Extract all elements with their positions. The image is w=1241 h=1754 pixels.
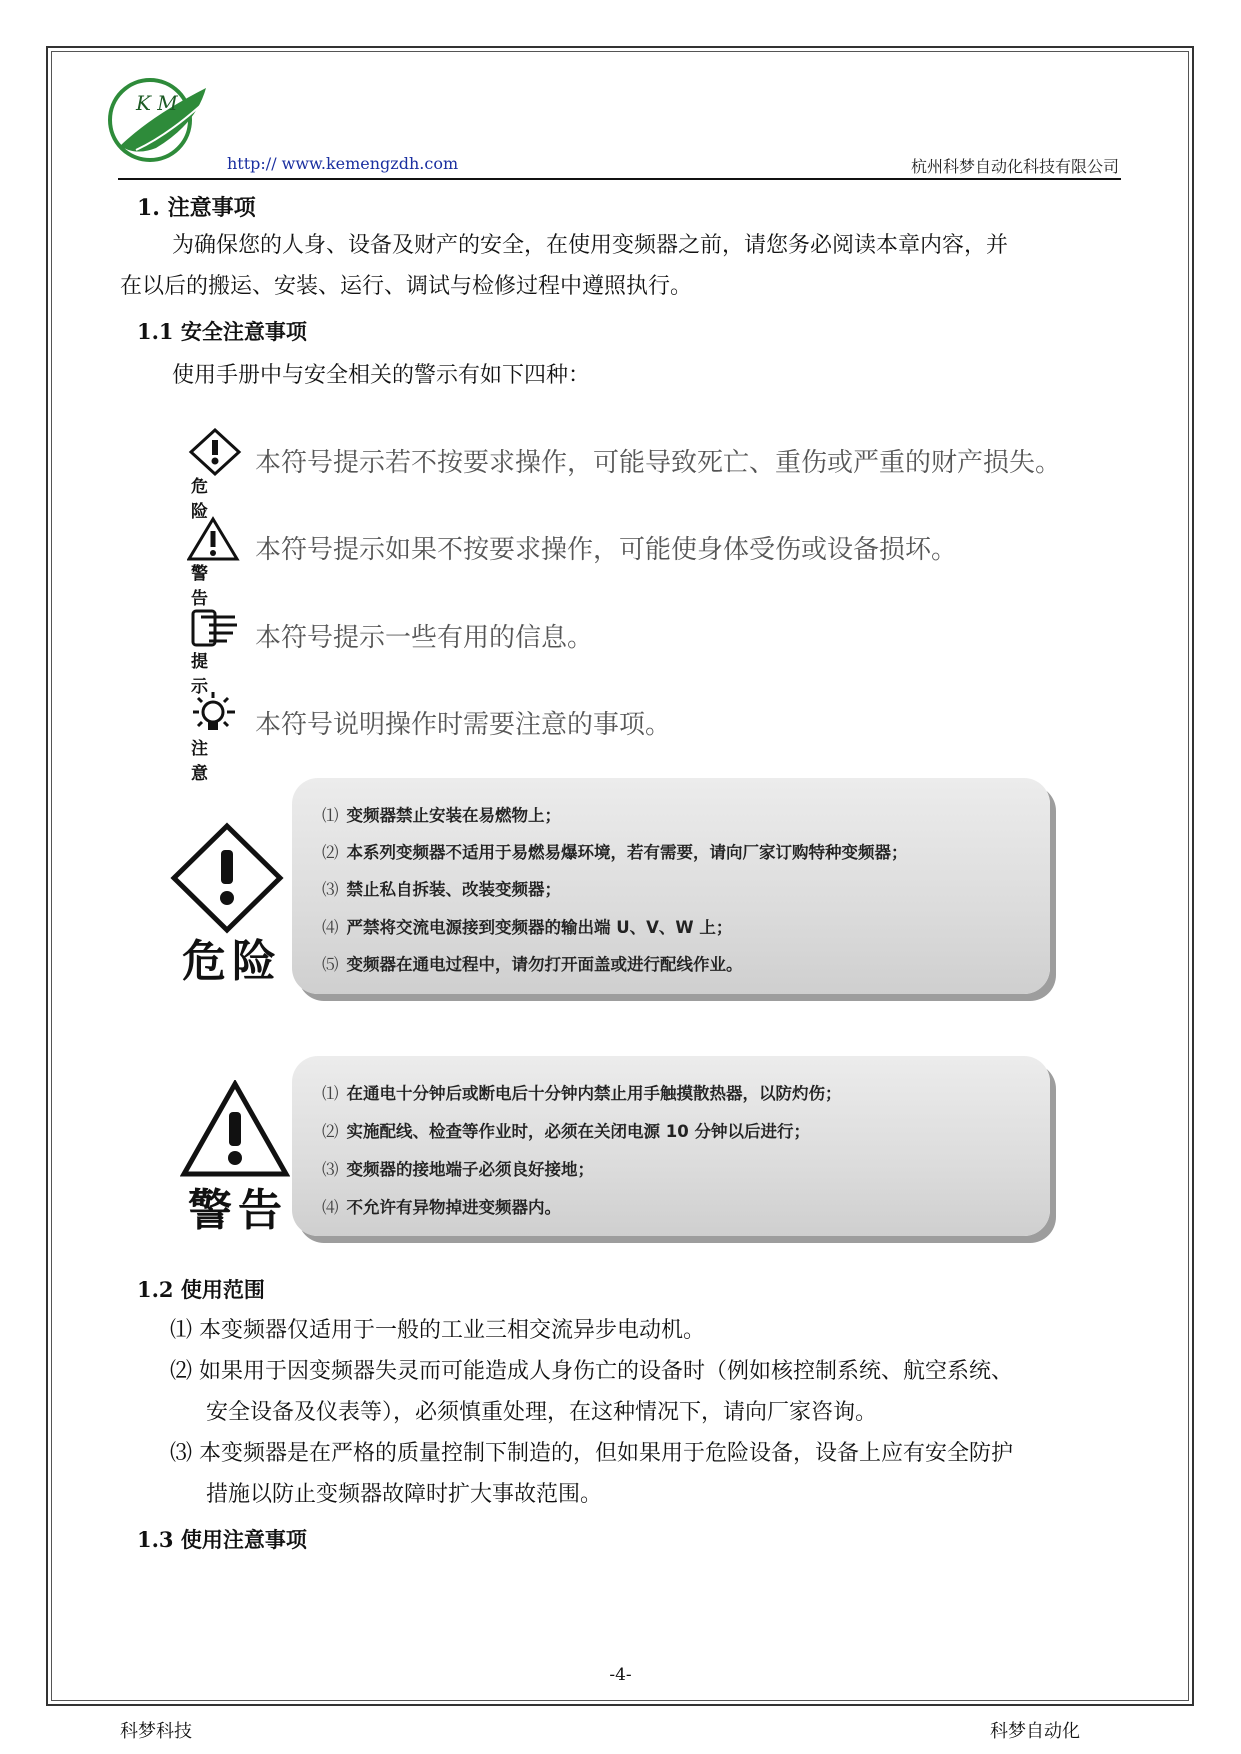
section-1-2-title: 1.2 使用范围 [137,1277,265,1302]
warning-big-icon [180,1080,290,1178]
danger-big-label: 危险 [182,936,282,987]
footer-right: 科梦自动化 [990,1721,1080,1742]
warning-big-label: 警告 [188,1185,288,1236]
section-1-intro [120,225,1120,307]
danger-item: ⑸ 变频器在通电过程中，请勿打开面盖或进行配线作业。 [322,955,743,974]
section-1-1-lead: 使用手册中与安全相关的警示有如下四种： [172,363,591,388]
danger-item: ⑴ 变频器禁止安装在易燃物上； [322,806,561,825]
scope-item-1: ⑴ 本变频器仅适用于一般的工业三相交流异步电动机。 [170,1318,705,1343]
scope-item-2-line-1: ⑵ 如果用于因变频器失灵而可能造成人身伤亡的设备时（例如核控制系统、航空系统、 [170,1359,1013,1384]
symbol-text-warning: 本符号提示如果不按要求操作，可能使身体受伤或设备损坏。 [255,535,958,565]
danger-item: ⑵ 本系列变频器不适用于易燃易爆环境，若有需要，请向厂家订购特种变频器； [322,843,908,862]
symbol-text-hint: 本符号提示一些有用的信息。 [255,623,594,653]
scope-item-2-line-2: 安全设备及仪表等），必须慎重处理，在这种情况下，请向厂家咨询。 [206,1400,878,1425]
symbol-label-note: 注意 [191,739,209,784]
symbol-text-note: 本符号说明操作时需要注意的事项。 [255,710,672,740]
intro-line-1: 为确保您的人身、设备及财产的安全，在使用变频器之前，请您务必阅读本章内容，并 [172,233,1009,258]
footer-left: 科梦科技 [120,1721,192,1742]
warning-item: ⑶ 变频器的接地端子必须良好接地； [322,1160,594,1179]
symbol-label-hint: 提示 [191,652,209,697]
svg-text:K M: K M [136,91,178,115]
scope-item-3-line-2: 措施以防止变频器故障时扩大事故范围。 [206,1482,603,1507]
header-url[interactable]: http:// www.kemengzdh.com [227,154,459,173]
header-company: 杭州科梦自动化科技有限公司 [910,157,1119,176]
symbol-label-warning: 警告 [191,564,209,609]
header-rule [118,178,1121,180]
symbol-text-danger: 本符号提示若不按要求操作，可能导致死亡、重伤或严重的财产损失。 [255,448,1062,478]
warning-box [292,1056,1050,1236]
scope-item-3-line-1: ⑶ 本变频器是在严格的质量控制下制造的，但如果用于危险设备，设备上应有安全防护 [170,1441,1013,1466]
danger-item: ⑶ 禁止私自拆装、改装变频器； [322,880,561,899]
danger-big-icon [170,822,284,934]
warning-item: ⑷ 不允许有异物掉进变频器内。 [322,1198,561,1217]
section-1-3-title: 1.3 使用注意事项 [137,1527,307,1552]
intro-line-2: 在以后的搬运、安装、运行、调试与检修过程中遵照执行。 [120,274,693,299]
danger-box [292,778,1050,994]
warning-item: ⑵ 实施配线、检查等作业时，必须在关闭电源 10 分钟以后进行； [322,1122,810,1141]
page-number: -4- [609,1665,632,1685]
danger-item: ⑷ 严禁将交流电源接到变频器的输出端 U、V、W 上； [322,918,733,937]
km-logo [106,76,212,164]
section-1-title: 1. 注意事项 [137,195,256,221]
warning-item: ⑴ 在通电十分钟后或断电后十分钟内禁止用手触摸散热器，以防灼伤； [322,1084,842,1103]
section-1-1-title: 1.1 安全注意事项 [137,319,307,344]
symbol-label-danger: 危险 [191,477,209,522]
